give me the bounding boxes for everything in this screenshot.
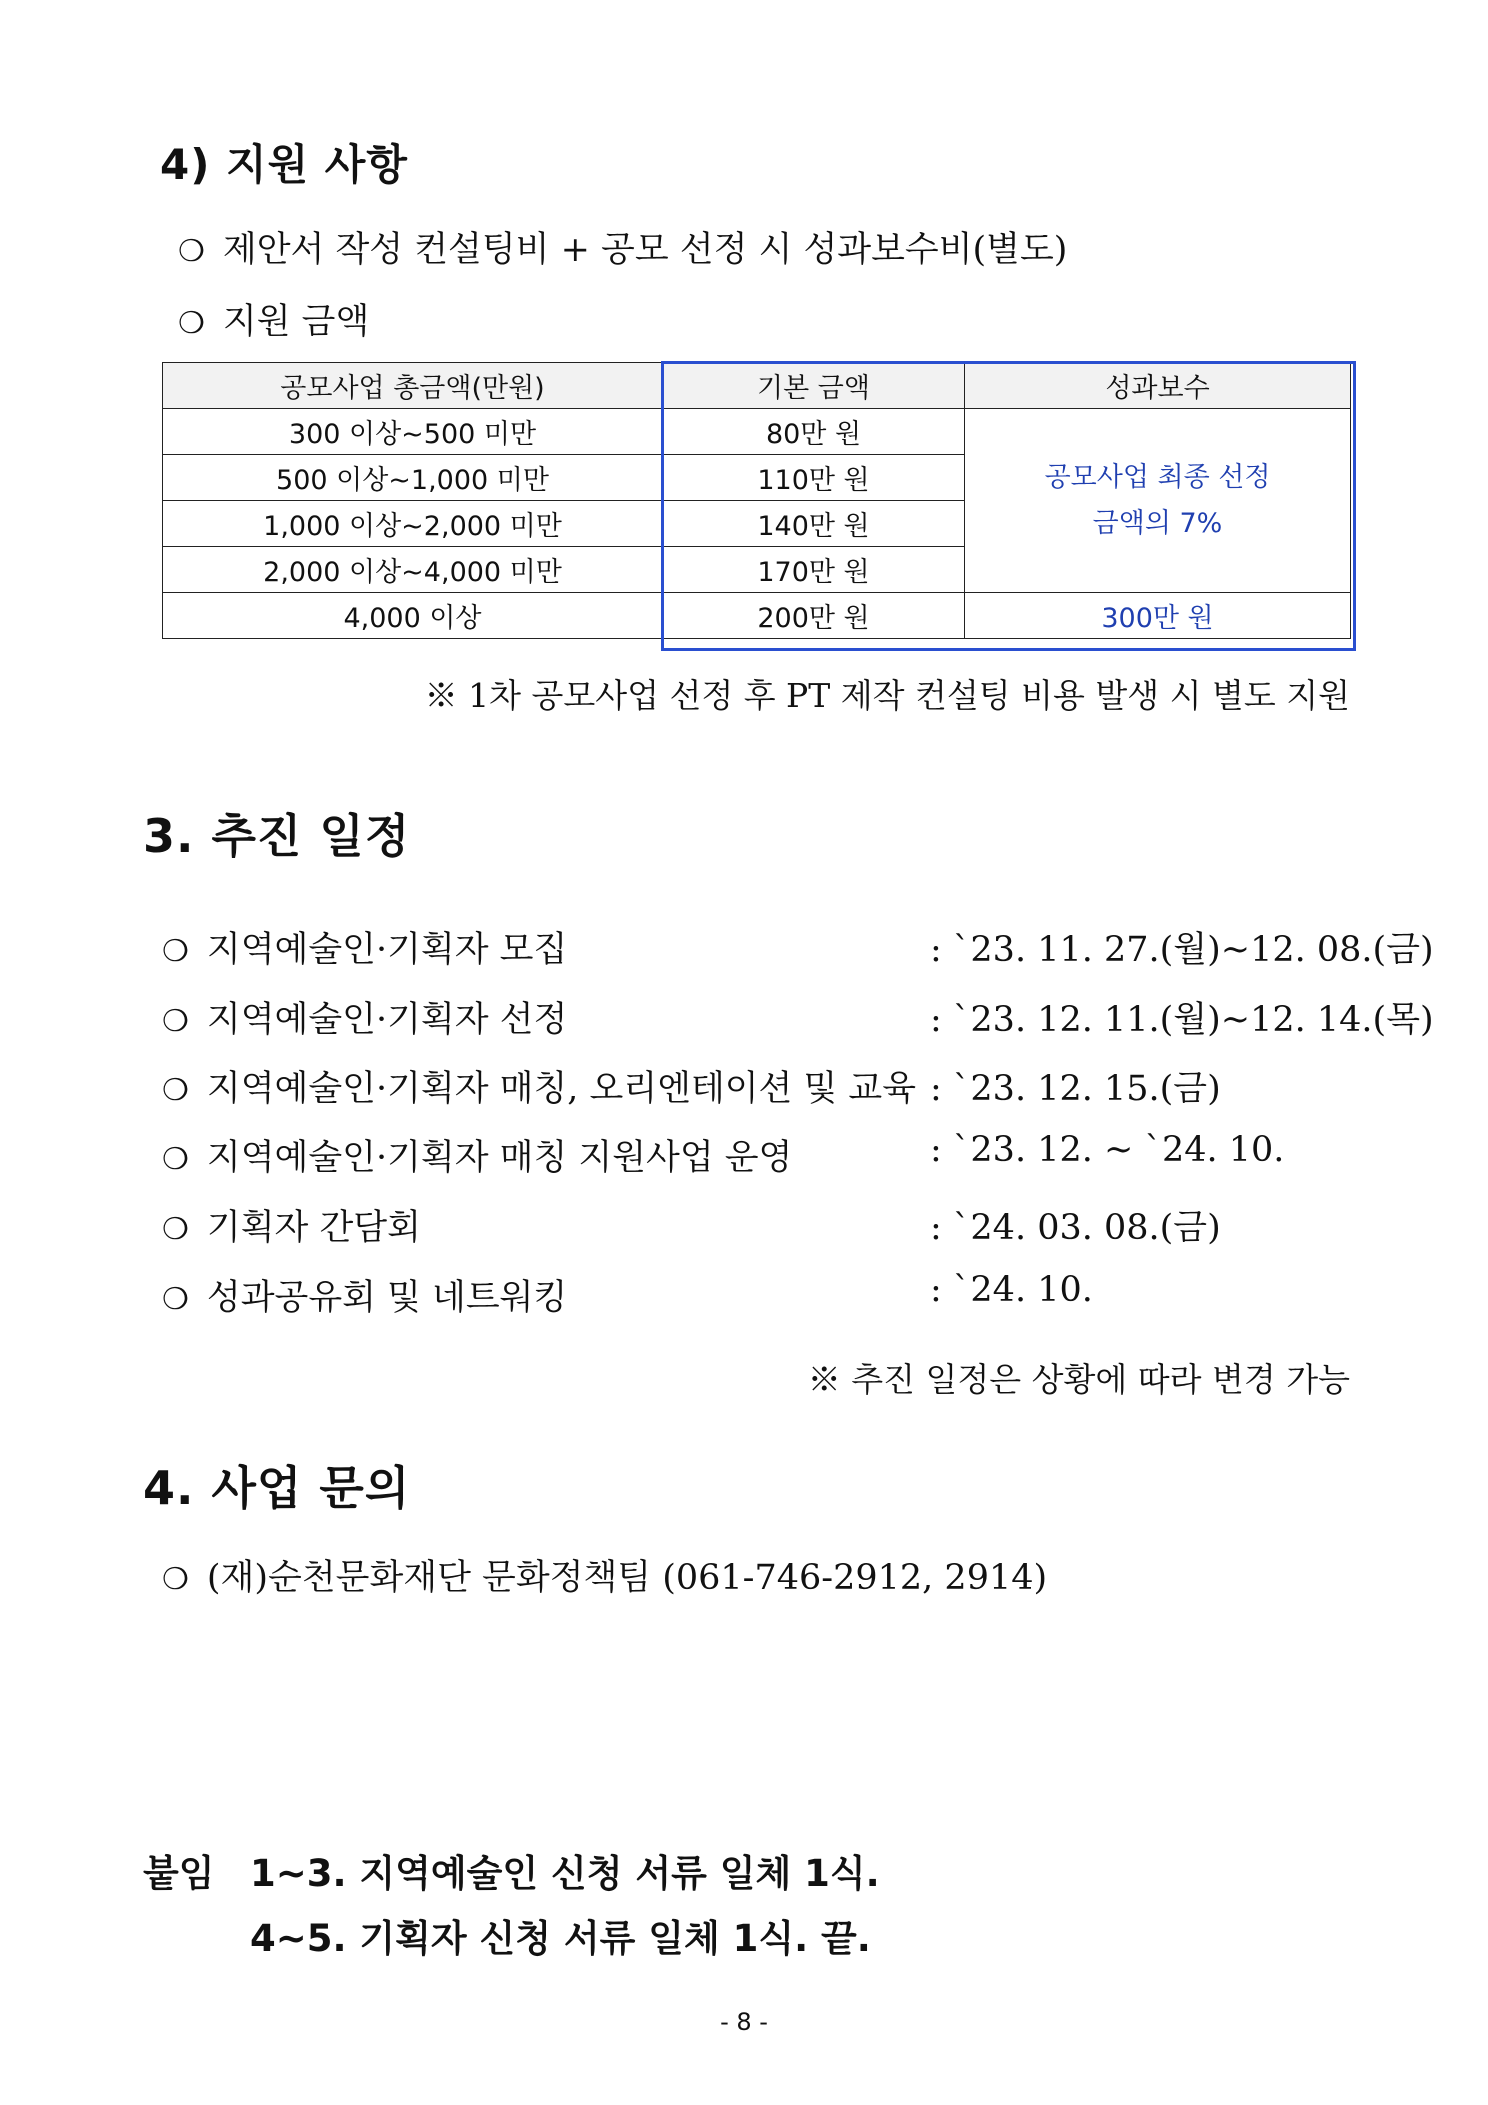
schedule-item bbox=[162, 992, 567, 1042]
circle-bullet-icon: ❍ bbox=[162, 1282, 189, 1317]
attachment-line-1: 1~3. 지역예술인 신청 서류 일체 1식. bbox=[250, 1852, 880, 1895]
base-amount-cell: 80만 원 bbox=[663, 409, 965, 455]
schedule-item bbox=[162, 1061, 916, 1111]
support-note: ※ 1차 공모사업 선정 후 PT 제작 컨설팅 비용 발생 시 별도 지원 bbox=[424, 676, 1350, 715]
schedule-heading: 3. 추진 일정 bbox=[143, 809, 411, 863]
highlight-frame bbox=[661, 361, 1356, 651]
schedule-label: 지역예술인·기획자 선정 bbox=[206, 1000, 568, 1040]
page-number: - 8 - bbox=[720, 2008, 768, 2036]
circle-bullet-icon: ❍ bbox=[162, 1562, 189, 1597]
schedule-item bbox=[162, 1130, 792, 1180]
range-cell: 500 이상~1,000 미만 bbox=[163, 455, 663, 501]
base-amount-cell: 140만 원 bbox=[663, 501, 965, 547]
range-cell: 2,000 이상~4,000 미만 bbox=[163, 547, 663, 593]
schedule-date: : `24. 10. bbox=[930, 1270, 1093, 1310]
schedule-date: : `23. 12. 15.(금) bbox=[930, 1069, 1221, 1109]
bonus-line-2: 금액의 7% bbox=[1092, 507, 1223, 539]
bonus-line-1: 공모사업 최종 선정 bbox=[1044, 461, 1271, 493]
support-bullet-1 bbox=[178, 222, 1067, 272]
circle-bullet-icon: ❍ bbox=[162, 1004, 189, 1039]
range-cell: 4,000 이상 bbox=[163, 593, 663, 639]
circle-bullet-icon: ❍ bbox=[162, 934, 189, 969]
schedule-label: 지역예술인·기획자 매칭 지원사업 운영 bbox=[206, 1138, 793, 1178]
table-header-cell: 공모사업 총금액(만원) bbox=[163, 363, 663, 409]
range-cell: 1,000 이상~2,000 미만 bbox=[163, 501, 663, 547]
range-cell: 300 이상~500 미만 bbox=[163, 409, 663, 455]
circle-bullet-icon: ❍ bbox=[178, 306, 205, 341]
support-heading: 4) 지원 사항 bbox=[160, 140, 408, 189]
schedule-label: 지역예술인·기획자 매칭, 오리엔테이션 및 교육 bbox=[206, 1069, 917, 1109]
circle-bullet-icon: ❍ bbox=[162, 1212, 189, 1247]
contact-heading: 4. 사업 문의 bbox=[143, 1461, 411, 1515]
base-amount-cell: 170만 원 bbox=[663, 547, 965, 593]
schedule-date: : `23. 12. 11.(월)~12. 14.(목) bbox=[930, 1000, 1434, 1040]
circle-bullet-icon: ❍ bbox=[162, 1073, 189, 1108]
schedule-label: 지역예술인·기획자 모집 bbox=[206, 930, 568, 970]
base-amount-cell: 110만 원 bbox=[663, 455, 965, 501]
schedule-note: ※ 추진 일정은 상황에 따라 변경 가능 bbox=[807, 1360, 1350, 1399]
circle-bullet-icon: ❍ bbox=[162, 1142, 189, 1177]
schedule-item bbox=[162, 1270, 567, 1320]
schedule-label: 성과공유회 및 네트워킹 bbox=[206, 1278, 568, 1318]
contact-item bbox=[162, 1550, 1047, 1600]
schedule-item bbox=[162, 922, 567, 972]
schedule-item bbox=[162, 1200, 421, 1250]
support-bullet-2 bbox=[178, 294, 369, 344]
schedule-label: 기획자 간담회 bbox=[206, 1208, 421, 1248]
schedule-date: : `24. 03. 08.(금) bbox=[930, 1208, 1221, 1248]
support-bullet-2-text: 지원 금액 bbox=[222, 302, 370, 342]
support-bullet-1-text: 제안서 작성 컨설팅비 + 공모 선정 시 성과보수비(별도) bbox=[222, 230, 1068, 270]
attachment-line-2: 4~5. 기획자 신청 서류 일체 1식. 끝. bbox=[250, 1917, 871, 1960]
bonus-last-cell: 300만 원 bbox=[965, 593, 1351, 639]
circle-bullet-icon: ❍ bbox=[178, 234, 205, 269]
schedule-date: : `23. 12. ~ `24. 10. bbox=[930, 1130, 1285, 1170]
table-header-cell: 기본 금액 bbox=[663, 363, 965, 409]
attachment-label: 붙임 bbox=[143, 1852, 215, 1895]
schedule-date: : `23. 11. 27.(월)~12. 08.(금) bbox=[930, 930, 1434, 970]
contact-text: (재)순천문화재단 문화정책팀 (061-746-2912, 2914) bbox=[206, 1558, 1048, 1598]
table-header-cell: 성과보수 bbox=[965, 363, 1351, 409]
base-amount-cell: 200만 원 bbox=[663, 593, 965, 639]
